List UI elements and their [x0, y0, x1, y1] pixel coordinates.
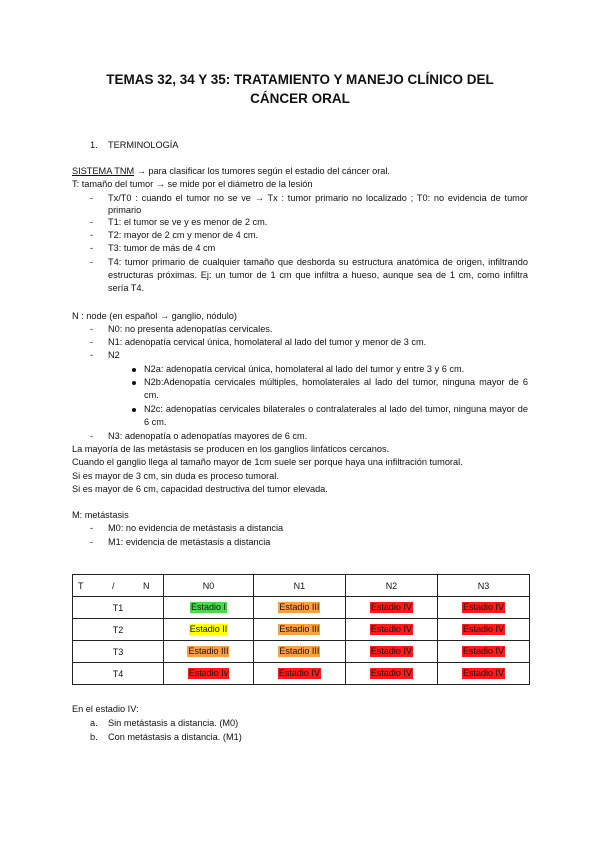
m-item-m0: M0: no evidencia de metástasis a distancia [108, 523, 284, 533]
n2-item-c: N2c: adenopatías cervicales bilaterales o contralaterales al lado del tumor, ninguna mayor de 6 cm. [144, 404, 528, 427]
stage-badge: Estadio IV [278, 668, 320, 678]
row-label-t1: T1 [73, 597, 164, 619]
stage-cell [345, 619, 437, 641]
table-row [73, 663, 530, 685]
dash-marker: - [90, 217, 94, 227]
n2-item-b: N2b:Adenopatía cervicales múltiples, homolaterales al lado del tumor, ninguna mayor de 6 cm. [144, 377, 528, 400]
stage-badge: Estadio IV [462, 646, 504, 656]
dash-marker: - [90, 193, 94, 203]
t-item-t1: T1: el tumor se ve y es menor de 2 cm. [108, 217, 268, 227]
tnm-intro-rest: → para clasificar los tumores según el estadio del cáncer oral. [134, 166, 390, 176]
table-row [73, 641, 530, 663]
stage-cell [164, 663, 254, 685]
stage-badge: Estadio IV [370, 646, 412, 656]
bullet-icon [132, 408, 136, 412]
n-item-n3: N3: adenopatía o adenopatías mayores de 6 cm. [108, 431, 308, 441]
n-title: N : node (en español → ganglio, nódulo) [72, 311, 237, 321]
dash-marker: - [90, 350, 94, 360]
stage-cell [253, 663, 345, 685]
col-header-n2: N2 [345, 575, 437, 597]
stage-cell [253, 641, 345, 663]
n-item-n2: N2 [108, 350, 120, 360]
stage-cell [437, 597, 529, 619]
stage-badge: Estadio II [189, 624, 228, 634]
note-2: Cuando el ganglio llega al tamaño mayor de 1cm suele ser porque haya una infiltración tumoral. [72, 457, 463, 467]
row-label-t4: T4 [73, 663, 164, 685]
stage-cell [437, 619, 529, 641]
col-header-n3: N3 [437, 575, 529, 597]
section-heading: TERMINOLOGÍA [108, 140, 179, 150]
dash-marker: - [90, 257, 94, 267]
stage-cell [437, 641, 529, 663]
t-item-tx: Tx/T0 : cuando el tumor no se ve → Tx : tumor primario no localizado ; T0: no evidencia de tumor primario [108, 193, 528, 215]
stage-cell [253, 597, 345, 619]
stage4-intro: En el estadio IV: [72, 704, 139, 714]
stage-badge: Estadio IV [370, 624, 412, 634]
stage-badge: Estadio IV [370, 602, 412, 612]
stage-badge: Estadio IV [462, 602, 504, 612]
stage-cell [345, 597, 437, 619]
stage4-marker-a: a. [90, 718, 98, 728]
n-item-n1: N1: adenopatía cervical única, homolateral al lado del tumor y menor de 3 cm. [108, 337, 427, 347]
table-row [73, 619, 530, 641]
section-number: 1. [90, 140, 98, 150]
dash-marker: - [90, 537, 94, 547]
stage-badge: Estadio III [279, 624, 320, 634]
stage-cell [437, 663, 529, 685]
col-header-n1: N1 [253, 575, 345, 597]
title-line-1: TEMAS 32, 34 Y 35: TRATAMIENTO Y MANEJO CLÍNICO DEL [106, 72, 494, 87]
stage4-marker-b: b. [90, 732, 98, 742]
stage-badge: Estadio III [279, 646, 320, 656]
note-3: Si es mayor de 3 cm, sin duda es proceso tumoral. [72, 471, 279, 481]
n-item-n0: N0: no presenta adenopatías cervicales. [108, 324, 273, 334]
dash-marker: - [90, 431, 94, 441]
bullet-icon [132, 381, 136, 385]
stage-badge: Estadio IV [370, 668, 412, 678]
m-title: M: metástasis [72, 510, 129, 520]
row-label-t2: T2 [73, 619, 164, 641]
table-corner-cell [73, 575, 164, 597]
stage-badge: Estadio III [188, 646, 229, 656]
stage-badge: Estadio I [190, 602, 226, 612]
col-header-n0: N0 [164, 575, 254, 597]
bullet-icon [132, 368, 136, 372]
stage4-item-b: Con metástasis a distancia. (M1) [108, 732, 242, 742]
note-4: Si es mayor de 6 cm, capacidad destructiva del tumor elevada. [72, 484, 328, 494]
stage4-item-a: Sin metástasis a distancia. (M0) [108, 718, 239, 728]
n2-item-a: N2a: adenopatía cervical única, homolateral al lado del tumor y entre 3 y 6 cm. [144, 364, 465, 374]
corner-slash: / [112, 580, 115, 591]
tnm-staging-table [72, 574, 530, 685]
stage-cell [345, 641, 437, 663]
title-line-2: CÁNCER ORAL [250, 91, 350, 106]
stage-cell [164, 597, 254, 619]
stage-cell [164, 641, 254, 663]
stage-cell [253, 619, 345, 641]
t-item-t3: T3: tumor de más de 4 cm [108, 243, 216, 253]
t-title: T: tamaño del tumor → se mide por el diámetro de la lesión [72, 179, 313, 189]
note-1: La mayoría de las metástasis se producen en los ganglios linfáticos cercanos. [72, 444, 390, 454]
stage-cell [345, 663, 437, 685]
dash-marker: - [90, 324, 94, 334]
dash-marker: - [90, 337, 94, 347]
m-item-m1: M1: evidencia de metástasis a distancia [108, 537, 271, 547]
t-item-t4: T4: tumor primario de cualquier tamaño que desborda su estructura anatómica de origen, infiltrando estructuras próximas. Ej: un tumor de 1 cm que infiltra a hueso, aunque sea de 1 cm, como infiltra sería T4. [108, 257, 528, 293]
stage-badge: Estadio IV [462, 624, 504, 634]
tnm-intro [72, 165, 390, 177]
stage-badge: Estadio III [279, 602, 320, 612]
stage-cell [164, 619, 254, 641]
dash-marker: - [90, 523, 94, 533]
dash-marker: - [90, 230, 94, 240]
dash-marker: - [90, 243, 94, 253]
document-title [60, 70, 540, 108]
table-row [73, 597, 530, 619]
corner-n: N [143, 580, 150, 591]
table-header-row [73, 575, 530, 597]
corner-t: T [78, 580, 84, 591]
row-label-t3: T3 [73, 641, 164, 663]
tnm-intro-label: SISTEMA TNM [72, 166, 135, 176]
t-item-t2: T2: mayor de 2 cm y menor de 4 cm. [108, 230, 259, 240]
stage-badge: Estadio Iv [188, 668, 229, 678]
stage-badge: Estadio IV [462, 668, 504, 678]
